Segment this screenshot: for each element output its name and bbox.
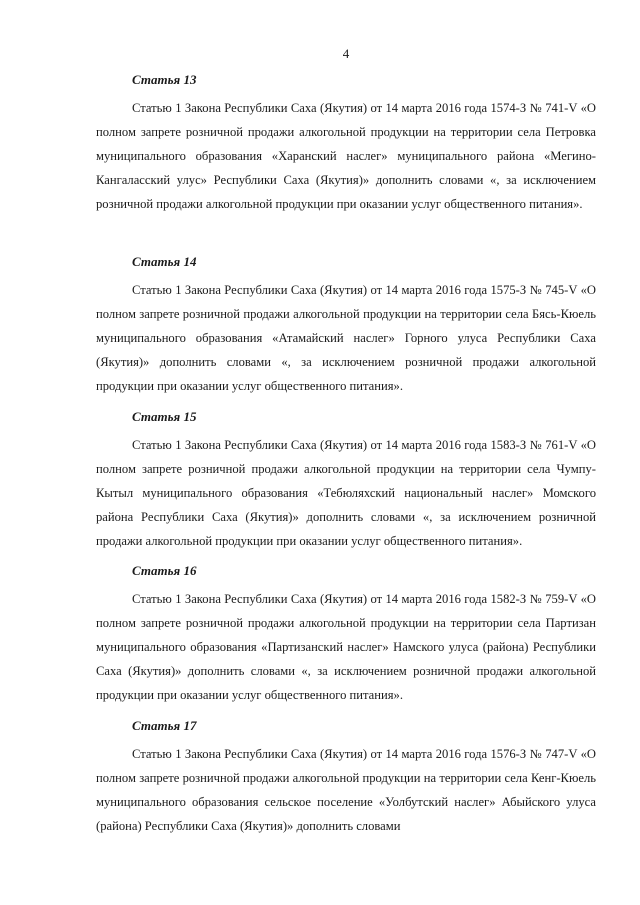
article-title: Статья 17 bbox=[132, 718, 197, 733]
article-title: Статья 14 bbox=[132, 254, 197, 269]
article-body: Статью 1 Закона Республики Саха (Якутия) от 14 марта 2016 года 1576-З № 747-V «О полном запрете розничной продажи алкогольной продукции на территории села Кенг-Кюель муниципального образования сельское поселение «Уолбутский наслег» Абыйского улуса (района) Республики Саха (Якутия)» дополнить словами bbox=[96, 747, 596, 834]
article-body: Статью 1 Закона Республики Саха (Якутия) от 14 марта 2016 года 1583-З № 761-V «О полном запрете розничной продажи алкогольной продукции на территории села Чумпу-Кытыл муниципального образования «Тебюляхский национальный наслег» Момского района Республики Саха (Якутия)» дополнить словами «, за исключением розничной продажи алкогольной продукции при оказании услуг общественного питания». bbox=[96, 438, 596, 549]
article-14 bbox=[96, 254, 596, 398]
article-16 bbox=[96, 563, 596, 707]
article-17 bbox=[96, 718, 596, 838]
article-title: Статья 16 bbox=[132, 563, 197, 578]
article-title: Статья 13 bbox=[132, 72, 197, 87]
article-title: Статья 15 bbox=[132, 409, 197, 424]
article-15 bbox=[96, 409, 596, 553]
article-13 bbox=[96, 72, 596, 216]
article-body: Статью 1 Закона Республики Саха (Якутия) от 14 марта 2016 года 1574-З № 741-V «О полном запрете розничной продажи алкогольной продукции на территории села Петровка муниципального образования «Харанский наслег» муниципального района «Мегино-Кангаласский улус» Республики Саха (Якутия)» дополнить словами «, за исключением розничной продажи алкогольной продукции при оказании услуг общественного питания». bbox=[96, 101, 596, 212]
article-body: Статью 1 Закона Республики Саха (Якутия) от 14 марта 2016 года 1575-З № 745-V «О полном запрете розничной продажи алкогольной продукции на территории села Бясь-Кюель муниципального образования «Атамайский наслег» Горного улуса Республики Саха (Якутия)» дополнить словами «, за исключением розничной продажи алкогольной продукции при оказании услуг общественного питания». bbox=[96, 283, 596, 394]
page-number: 4 bbox=[342, 46, 350, 61]
article-body: Статью 1 Закона Республики Саха (Якутия) от 14 марта 2016 года 1582-З № 759-V «О полном запрете розничной продажи алкогольной продукции на территории села Партизан муниципального образования «Партизанский наслег» Намского улуса (района) Республики Саха (Якутия)» дополнить словами «, за исключением розничной продажи алкогольной продукции при оказании услуг общественного питания». bbox=[96, 592, 596, 703]
